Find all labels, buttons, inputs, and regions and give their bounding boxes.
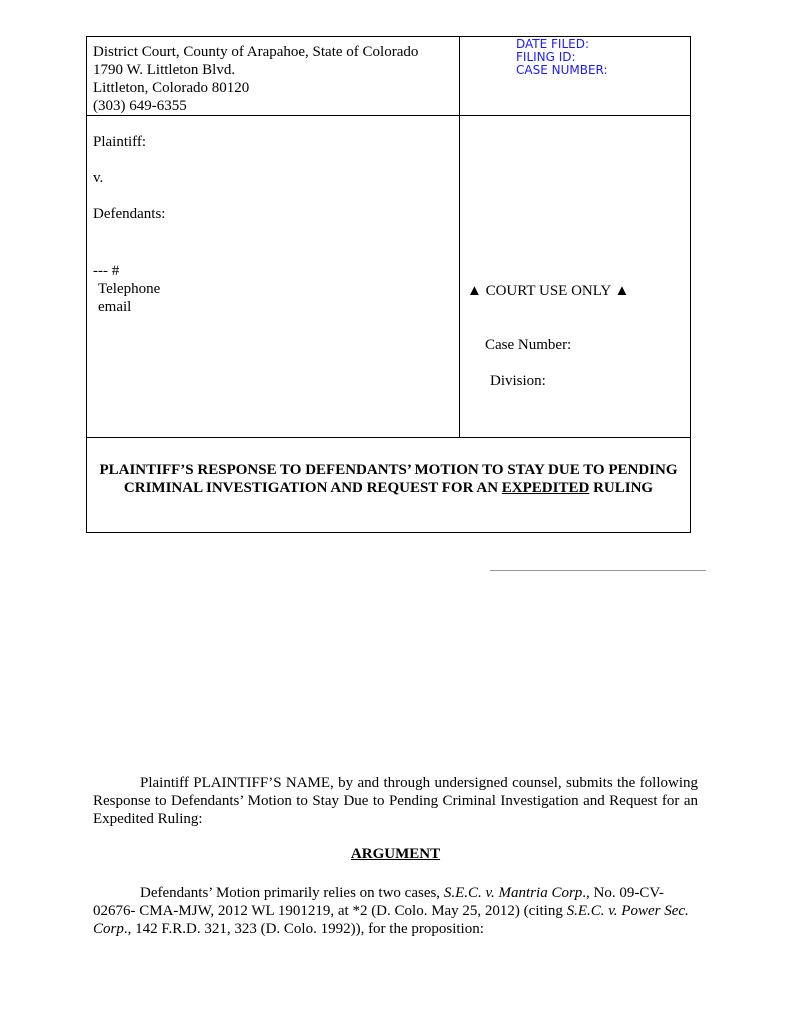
filing-stamp <box>516 38 608 77</box>
title-part-1: PLAINTIFF’S RESPONSE TO DEFENDANTS’ MOTION TO STAY DUE TO PENDING CRIMINAL INVESTIGATION AND REQUEST FOR AN <box>99 462 678 496</box>
court-address <box>93 43 418 115</box>
court-street: 1790 W. Littleton Blvd. <box>93 62 236 78</box>
court-use-only-label: ▲ COURT USE ONLY ▲ <box>467 283 630 299</box>
argument-paragraph <box>93 884 698 938</box>
date-filed-label: DATE FILED: <box>516 37 590 51</box>
court-city: Littleton, Colorado 80120 <box>93 80 250 96</box>
stamp-case-number-label: CASE NUMBER: <box>516 63 608 77</box>
argument-heading: ARGUMENT <box>350 846 441 862</box>
title-part-2: RULING <box>589 480 654 496</box>
case-number-label: Case Number: <box>485 337 572 353</box>
title-underlined: EXPEDITED <box>501 480 590 496</box>
attorney-reg-number: --- # <box>93 263 120 279</box>
document-title <box>87 461 690 497</box>
argument-text-1: Defendants’ Motion primarily relies on two cases, <box>140 885 444 901</box>
versus-label: v. <box>93 170 104 186</box>
argument-text-2: ., No. 09-CV-02676- CMA-MJW, 2012 WL 1901219, at *2 (D. Colo. May 25, 2012) (citing <box>93 885 664 919</box>
division-label: Division: <box>490 373 546 389</box>
attorney-block <box>93 262 160 316</box>
caption-divider-vertical <box>459 37 460 437</box>
filing-id-label: FILING ID: <box>516 50 576 64</box>
caption-divider-bottom <box>87 437 690 438</box>
intro-paragraph: Plaintiff PLAINTIFF’S NAME, by and through undersigned counsel, submits the following Response to Defendants’ Motion to Stay Due to Pending Criminal Investigation and Request for an Expedited Ruling: <box>93 775 698 827</box>
court-phone: (303) 649-6355 <box>93 98 187 114</box>
case-citation-mantria: S.E.C. v. Mantria Corp <box>443 885 583 901</box>
parties-block <box>93 133 165 223</box>
defendants-label: Defendants: <box>93 206 166 222</box>
court-name: District Court, County of Arapahoe, State of Colorado <box>93 44 419 60</box>
plaintiff-label: Plaintiff: <box>93 134 147 150</box>
caption-divider-top <box>87 115 690 116</box>
argument-text-3: ., 142 F.R.D. 321, 323 (D. Colo. 1992)), for the proposition: <box>123 921 484 937</box>
case-citation-power: S.E.C. v. Power Sec. Corp <box>93 903 689 937</box>
attorney-email: email <box>98 299 132 315</box>
attorney-telephone: Telephone <box>98 281 161 297</box>
caption-box <box>86 36 691 533</box>
signature-line <box>490 570 706 571</box>
